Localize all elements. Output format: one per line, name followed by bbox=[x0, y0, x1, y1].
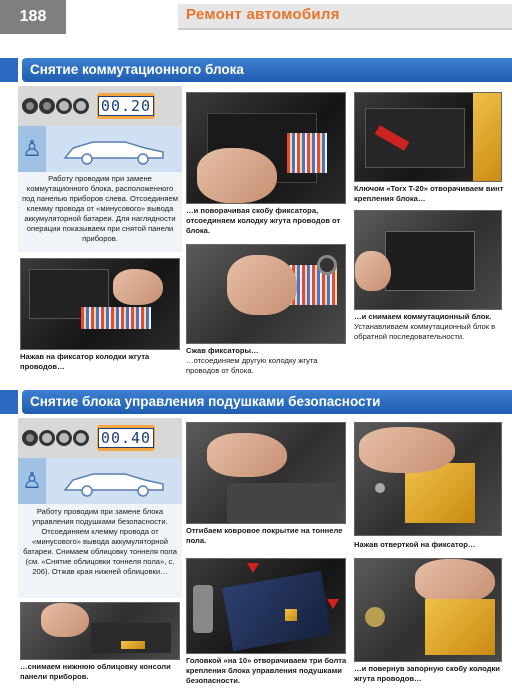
section-title-text: Снятие блока управления подушками безопасности bbox=[30, 394, 381, 409]
car-icon bbox=[46, 126, 182, 172]
timer-badge bbox=[97, 93, 155, 119]
person-icon: ♙ bbox=[18, 126, 46, 172]
caption-s2-p2: Отгибаем ковровое покрытие на тоннеле пола. bbox=[186, 526, 343, 545]
photo-screwdriver-latch bbox=[354, 422, 502, 536]
caption-s2-p4: Нажав отверткой на фиксатор… bbox=[354, 540, 476, 549]
socket-icon bbox=[73, 98, 89, 114]
section-title-text: Снятие коммутационного блока bbox=[30, 62, 244, 77]
socket-icon bbox=[39, 430, 55, 446]
info-icons bbox=[18, 126, 182, 172]
page-title: Ремонт автомобиля bbox=[186, 6, 340, 23]
photo-remove-block bbox=[354, 210, 502, 310]
photo-lower-trim bbox=[20, 602, 180, 660]
photo-connector-latch bbox=[20, 258, 180, 350]
caption-s1-p5: …и снимаем коммутационный блок. Устанавливаем коммутационный блок в обратной последовательности. bbox=[354, 312, 496, 341]
section-title-airbag-unit bbox=[22, 390, 512, 414]
caption-s2-p5: …и повернув запорную скобу колодки жгута проводов… bbox=[354, 664, 500, 683]
photo-squeeze-latches bbox=[186, 244, 346, 344]
photo-airbag-bolts bbox=[186, 558, 346, 654]
caption-s1-p4: Ключом «Torx T-20» отворачиваем винт крепления блока… bbox=[354, 184, 504, 203]
timer-badge bbox=[97, 425, 155, 451]
caption-s2-p1: …снимаем нижнюю облицовку консоли панели приборов. bbox=[20, 662, 171, 681]
photo-torx-screw bbox=[354, 92, 502, 182]
socket-icon bbox=[22, 98, 38, 114]
person-icon: ♙ bbox=[18, 458, 46, 504]
page-number: 188 bbox=[0, 0, 66, 34]
caption-s1-p3: Сжав фиксаторы… …отсоединяем другую колодку жгута проводов от блока. bbox=[186, 346, 318, 375]
timer-value: 00.40 bbox=[98, 428, 154, 448]
socket-icon bbox=[22, 430, 38, 446]
car-icon bbox=[46, 458, 182, 504]
timer-value: 00.20 bbox=[98, 96, 154, 116]
socket-icon bbox=[56, 430, 72, 446]
socket-icon bbox=[56, 98, 72, 114]
socket-icon bbox=[39, 98, 55, 114]
photo-lock-bracket bbox=[354, 558, 502, 662]
photo-carpet-fold bbox=[186, 422, 346, 524]
intro-text: Работу проводим при замене коммутационного блока, расположенного под панелью приборов слева. Отсоединяем клемму провода от «минусового» вывода аккумуляторной батареи. Для наглядности операции показываем при снятой панели приборов. bbox=[22, 174, 178, 243]
caption-s1-p2: …и поворачивая скобу фиксатора, отсоединяем колодку жгута проводов от блока. bbox=[186, 206, 341, 235]
tools-toolbar bbox=[18, 418, 182, 458]
photo-bracket-rotate bbox=[186, 92, 346, 204]
wrench-icons bbox=[22, 430, 89, 446]
section-title-switch-block bbox=[22, 58, 512, 82]
tools-toolbar bbox=[18, 86, 182, 126]
info-icons bbox=[18, 458, 182, 504]
caption-s2-p3: Головкой «на 10» отворачиваем три болта крепления блока управления подушками безопасности. bbox=[186, 656, 347, 685]
caption-s1-p1: Нажав на фиксатор колодки жгута проводов… bbox=[20, 352, 150, 371]
wrench-icons bbox=[22, 98, 89, 114]
socket-icon bbox=[73, 430, 89, 446]
intro-text: Работу проводим при замене блока управления подушками безопасности. Отсоединяем клемму провода от «минусового» вывода аккумуляторной батареи. Снимаем облицовку тоннеля пола (см. «Снятие облицовки тоннеля пола», с. 206). Отжав края нижней облицовки… bbox=[23, 507, 177, 576]
